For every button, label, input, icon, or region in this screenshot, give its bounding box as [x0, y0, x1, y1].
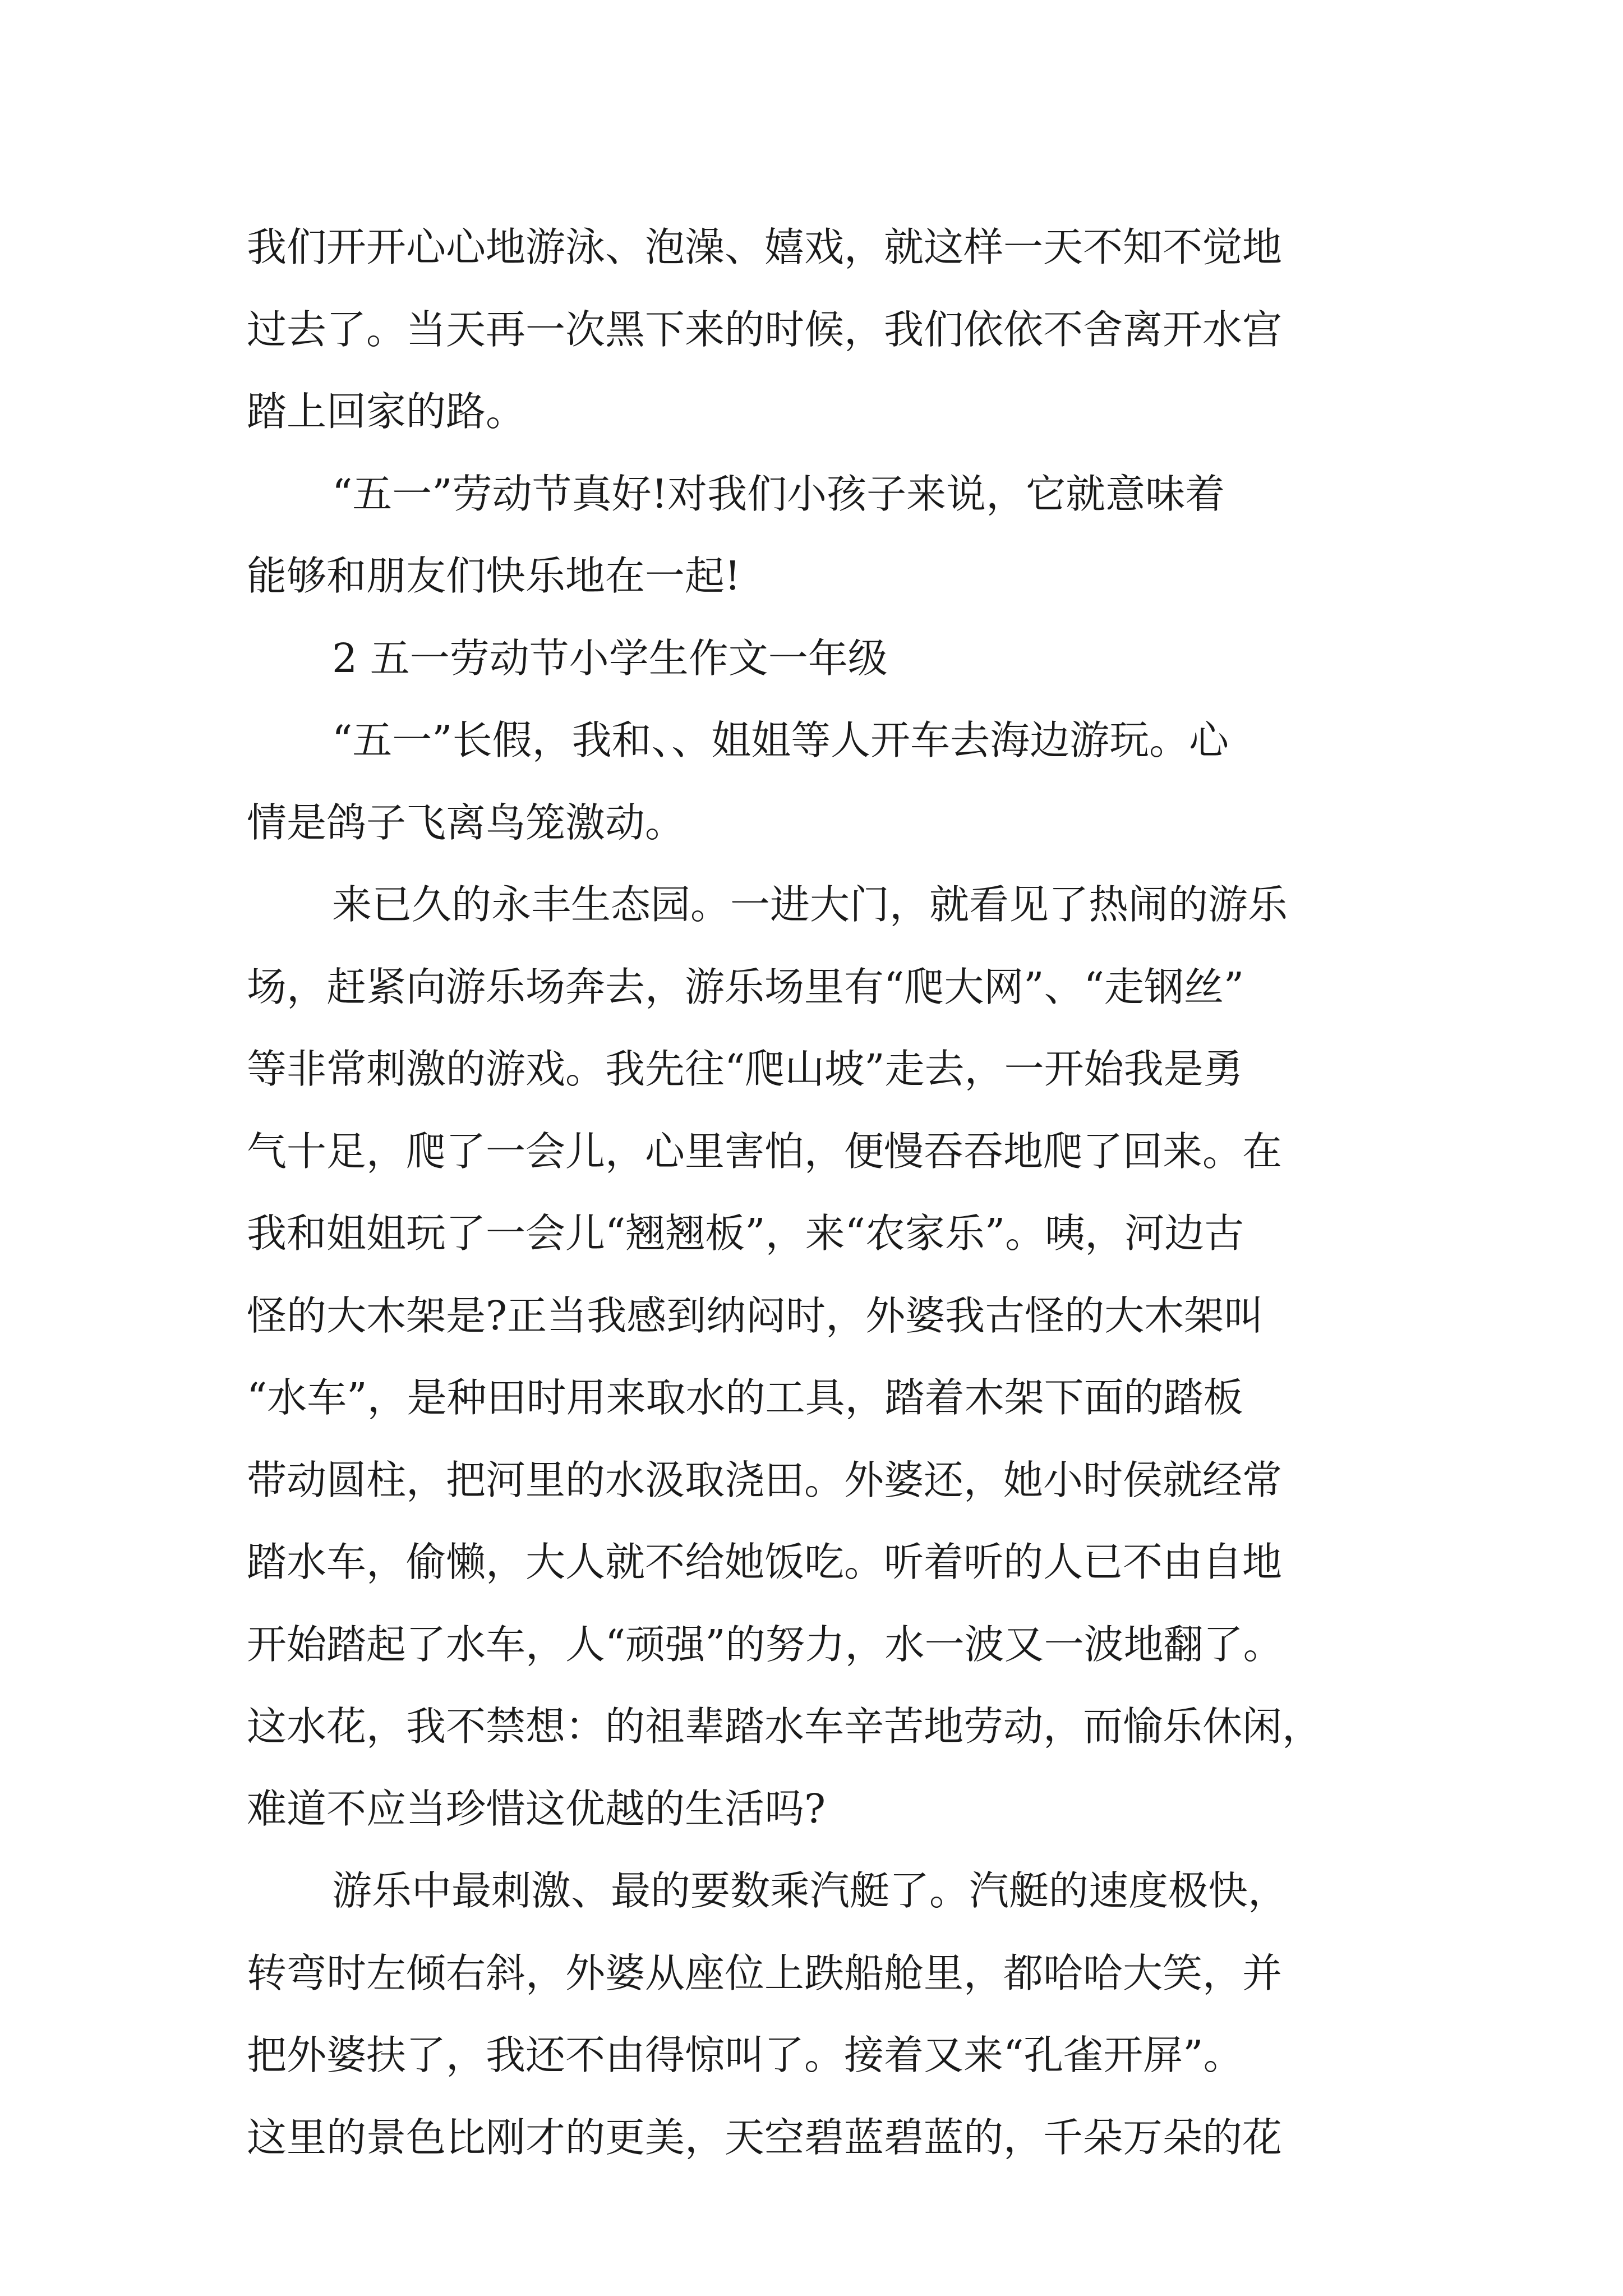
text-line: 游乐中最刺激、最的要数乘汽艇了。汽艇的速度极快， — [332, 1867, 1288, 1914]
text-line: 转弯时左倾右斜，外婆从座位上跌船舱里，都哈哈大笑，并 — [247, 1949, 1283, 1996]
text-line: “水车”，是种田时用来取水的工具，踏着木架下面的踏板 — [247, 1374, 1243, 1421]
text-line: 踏上回家的路。 — [247, 388, 526, 435]
text-line: 情是鸽子飞离鸟笼激动。 — [247, 799, 685, 846]
text-line: 带动圆柱，把河里的水汲取浇田。外婆还，她小时侯就经常 — [247, 1456, 1283, 1503]
text-line: 把外婆扶了，我还不由得惊叫了。接着又来“孔雀开屏”。 — [247, 2032, 1243, 2078]
text-line: “五一”劳动节真好!对我们小孩子来说，它就意味着 — [332, 470, 1225, 517]
text-line: 我们开开心心地游泳、泡澡、嬉戏，就这样一天不知不觉地 — [247, 224, 1283, 270]
text-line: 过去了。当天再一次黑下来的时候，我们依依不舍离开水宫 — [247, 306, 1283, 353]
text-line: 来已久的永丰生态园。一进大门，就看见了热闹的游乐 — [332, 881, 1288, 928]
text-line: 这水花，我不禁想：的祖辈踏水车辛苦地劳动，而愉乐休闲， — [247, 1703, 1322, 1750]
text-line: 这里的景色比刚才的更美，天空碧蓝碧蓝的，千朵万朵的花 — [247, 2114, 1283, 2161]
text-line: 气十足，爬了一会儿，心里害怕，便慢吞吞地爬了回来。在 — [247, 1128, 1283, 1175]
text-line: 踏水车，偷懒，大人就不给她饭吃。听着听的人已不由自地 — [247, 1539, 1283, 1585]
section-heading: 2 五一劳动节小学生作文一年级 — [332, 634, 888, 682]
text-line: “五一”长假，我和、、姐姐等人开车去海边游玩。心 — [332, 717, 1229, 763]
text-line: 怪的大木架是?正当我感到纳闷时，外婆我古怪的大木架叫 — [247, 1292, 1264, 1339]
text-line: 等非常刺激的游戏。我先往“爬山坡”走去，一开始我是勇 — [247, 1046, 1243, 1092]
document-body — [247, 206, 1391, 2179]
text-line: 我和姐姐玩了一会儿“翘翘板”，来“农家乐”。咦，河边古 — [247, 1210, 1244, 1257]
text-line: 难道不应当珍惜这优越的生活吗? — [247, 1785, 826, 1832]
text-line: 开始踏起了水车，人“顽强”的努力，水一波又一波地翻了。 — [247, 1621, 1283, 1668]
text-line: 能够和朋友们快乐地在一起! — [247, 553, 741, 599]
text-line: 场，赶紧向游乐场奔去，游乐场里有“爬大网”、“走钢丝” — [247, 963, 1244, 1010]
